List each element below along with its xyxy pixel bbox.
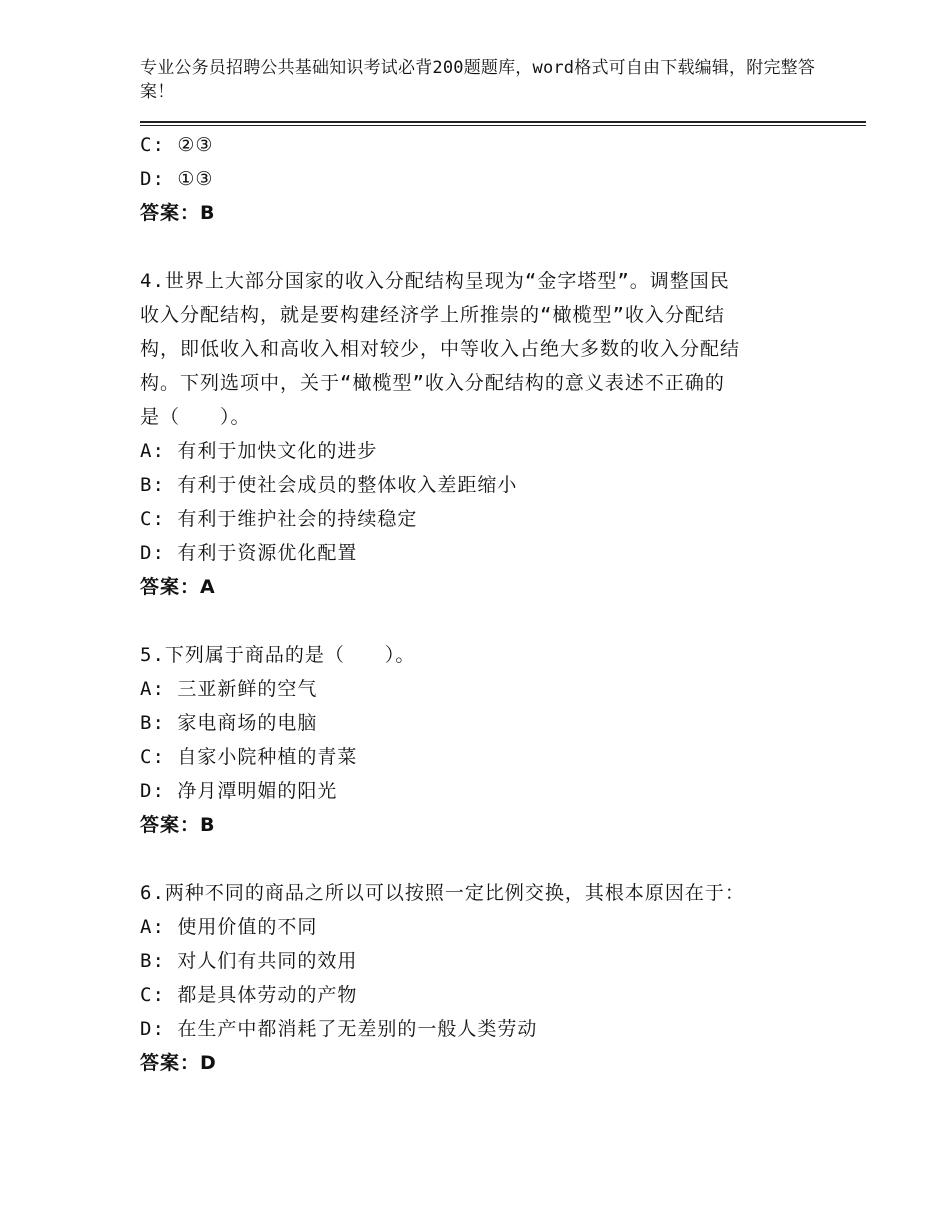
question-text-line: 构。下列选项中，关于“橄榄型”收入分配结构的意义表述不正确的: [140, 372, 725, 394]
spacer: [140, 842, 800, 876]
question-text-line: 收入分配结构，就是要构建经济学上所推崇的“橄榄型”收入分配结: [140, 304, 725, 326]
question-text-line: 6.两种不同的商品之所以可以按照一定比例交换，其根本原因在于：: [140, 882, 745, 904]
header-rule-thin: [140, 125, 866, 126]
answer-line: 答案：D: [140, 1052, 217, 1074]
content-area: [140, 128, 800, 1080]
option-c: C: 自家小院种植的青菜: [140, 746, 358, 768]
option-c: C: 都是具体劳动的产物: [140, 984, 358, 1006]
question-6: [140, 876, 800, 1080]
option-b: B: 家电商场的电脑: [140, 712, 318, 734]
question-4: [140, 264, 800, 604]
page-header: 专业公务员招聘公共基础知识考试必背200题题库，word格式可自由下载编辑，附完整答案！: [140, 58, 816, 102]
option-c: C: 有利于维护社会的持续稳定: [140, 508, 418, 530]
spacer: [140, 604, 800, 638]
answer-line: 答案：B: [140, 202, 216, 224]
header-rule-thick: [140, 121, 866, 123]
question-text-line: 是（ ）。: [140, 406, 251, 428]
option-d: D: 净月潭明媚的阳光: [140, 780, 338, 802]
option-d: D: ①③: [140, 168, 214, 190]
option-d: D: 有利于资源优化配置: [140, 542, 358, 564]
option-b: B: 有利于使社会成员的整体收入差距缩小: [140, 474, 518, 496]
option-b: B: 对人们有共同的效用: [140, 950, 358, 972]
answer-line: 答案：A: [140, 576, 216, 598]
option-a: A: 三亚新鲜的空气: [140, 678, 318, 700]
option-d: D: 在生产中都消耗了无差别的一般人类劳动: [140, 1018, 538, 1040]
question-text-line: 4.世界上大部分国家的收入分配结构呈现为“金字塔型”。调整国民: [140, 270, 730, 292]
question-text-line: 5.下列属于商品的是（ ）。: [140, 644, 416, 666]
question-5: [140, 638, 800, 842]
spacer: [140, 230, 800, 264]
answer-line: 答案：B: [140, 814, 216, 836]
option-a: A: 使用价值的不同: [140, 916, 318, 938]
option-c: C: ②③: [140, 134, 214, 156]
question-text-line: 构，即低收入和高收入相对较少，中等收入占绝大多数的收入分配结: [140, 338, 741, 360]
option-a: A: 有利于加快文化的进步: [140, 440, 378, 462]
